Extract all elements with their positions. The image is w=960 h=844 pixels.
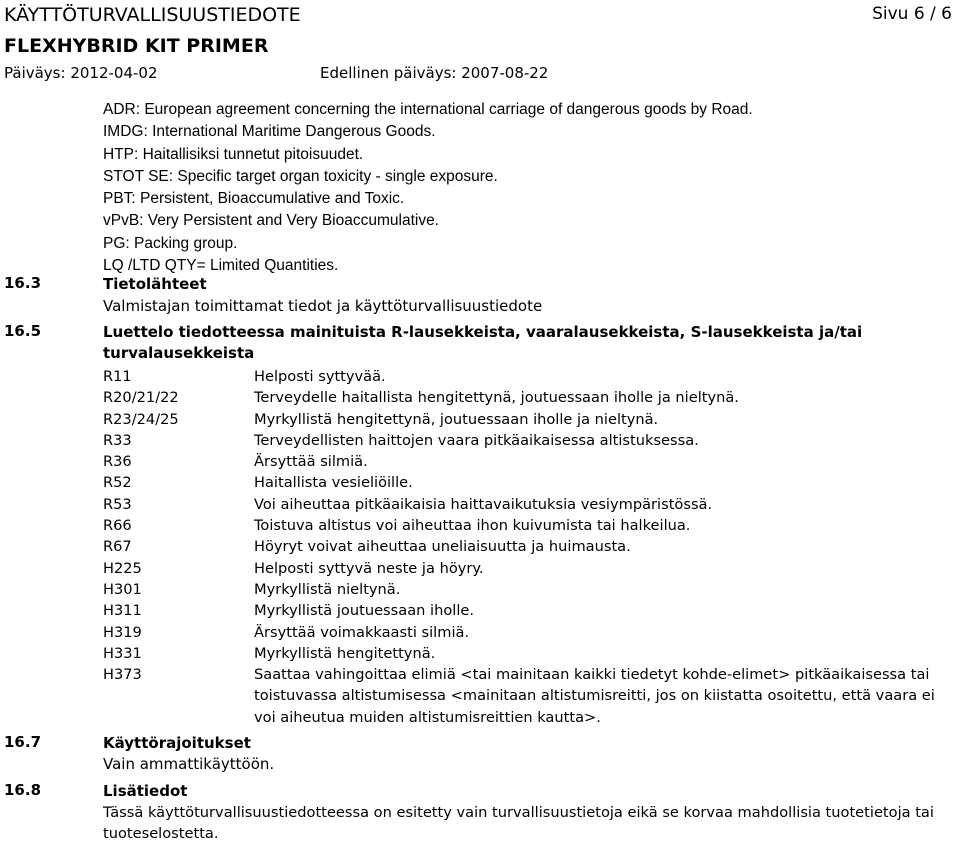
phrase-code: R33 <box>103 431 132 449</box>
phrase-code: R67 <box>103 538 132 556</box>
abbreviation-item: PG: Packing group. <box>103 234 238 252</box>
abbreviation-item: vPvB: Very Persistent and Very Bioaccumulative. <box>103 212 439 230</box>
phrase-code: H331 <box>103 644 142 662</box>
previous-revision-date: Edellinen päiväys: 2007-08-22 <box>320 64 549 82</box>
table-row <box>103 664 960 728</box>
document-title: KÄYTTÖTURVALLISUUSTIEDOTE <box>4 4 301 26</box>
phrase-text: Saattaa vahingoittaa elimiä <tai mainitaan kaikki tiedetyt kohde-elimet> pitkäaikaisessa tai toistuvassa altistumisessa <mainitaan altistumisreitti, jos on kiistatta osoitettu, että vaara ei voi aiheutua muiden altistumisreittien kautta>. <box>254 666 935 726</box>
phrase-text: Höyryt voivat aiheuttaa uneliaisuutta ja huimausta. <box>254 538 631 556</box>
table-row <box>103 451 960 472</box>
page-number: Sivu 6 / 6 <box>872 4 952 24</box>
table-row <box>103 515 960 536</box>
table-row <box>103 600 960 621</box>
phrase-code: R23/24/25 <box>103 410 179 428</box>
phrase-text: Ärsyttää voimakkaasti silmiä. <box>254 623 470 641</box>
abbreviation-item: LQ /LTD QTY= Limited Quantities. <box>103 257 339 275</box>
section-text-restrictions: Vain ammattikäyttöön. <box>103 755 275 773</box>
phrase-code: H311 <box>103 602 142 620</box>
section-number-16-7: 16.7 <box>4 733 42 751</box>
table-row <box>103 430 960 451</box>
table-row <box>103 472 960 493</box>
phrase-text: Terveydellisten haittojen vaara pitkäaikaisessa altistuksessa. <box>254 431 699 449</box>
table-row <box>103 558 960 579</box>
section-title-additional-info: Lisätiedot <box>103 782 188 800</box>
phrase-code: R52 <box>103 474 132 492</box>
table-row <box>103 366 960 387</box>
phrase-code: H373 <box>103 666 142 684</box>
table-row <box>103 643 960 664</box>
phrase-text: Voi aiheuttaa pitkäaikaisia haittavaikutuksia vesiympäristössä. <box>254 495 713 513</box>
table-row <box>103 387 960 408</box>
table-row <box>103 622 960 643</box>
product-name: FLEXHYBRID KIT PRIMER <box>4 35 269 57</box>
phrase-text: Myrkyllistä joutuessaan iholle. <box>254 602 474 620</box>
abbreviation-item: HTP: Haitallisiksi tunnetut pitoisuudet. <box>103 145 364 163</box>
phrase-code: R11 <box>103 368 132 385</box>
abbreviation-item: IMDG: International Maritime Dangerous Goods. <box>103 123 436 141</box>
phrase-code: R20/21/22 <box>103 389 179 407</box>
section-title-phrases: Luettelo tiedotteessa mainituista R-lausekkeista, vaaralausekkeista, S-lausekkeista ja/tai turvalausekkeista <box>103 323 863 362</box>
abbreviation-item: ADR: European agreement concerning the international carriage of dangerous goods by Road. <box>103 101 753 118</box>
phrase-text: Helposti syttyvää. <box>254 368 386 385</box>
phrase-code: H301 <box>103 580 142 598</box>
table-row <box>103 494 960 515</box>
revision-date: Päiväys: 2012-04-02 <box>4 64 158 82</box>
section-number-16-5: 16.5 <box>4 322 42 340</box>
section-text-additional-info: Tässä käyttöturvallisuustiedotteessa on esitetty vain turvallisuustietoja eikä se korvaa mahdollisia tuotetietoja tai tuoteselostetta. <box>103 804 934 842</box>
phrase-code: R53 <box>103 495 132 513</box>
abbreviations-list <box>103 99 753 277</box>
section-text-sources: Valmistajan toimittamat tiedot ja käyttöturvallisuustiedote <box>103 297 543 315</box>
phrase-text: Ärsyttää silmiä. <box>254 453 368 471</box>
table-row <box>103 409 960 430</box>
phrase-text: Helposti syttyvä neste ja höyry. <box>254 559 484 577</box>
phrase-text: Myrkyllistä hengitettynä, joutuessaan iholle ja nieltynä. <box>254 410 659 428</box>
section-number-16-8: 16.8 <box>4 781 42 799</box>
phrase-text: Haitallista vesieliöille. <box>254 474 413 492</box>
phrase-text: Myrkyllistä nieltynä. <box>254 580 401 598</box>
phrase-text: Terveydelle haitallista hengitettynä, joutuessaan iholle ja nieltynä. <box>254 389 739 407</box>
phrase-code: R36 <box>103 453 132 471</box>
phrase-text: Myrkyllistä hengitettynä. <box>254 644 436 662</box>
section-title-restrictions: Käyttörajoitukset <box>103 734 251 752</box>
table-row <box>103 579 960 600</box>
phrase-code: H319 <box>103 623 142 641</box>
section-number-16-3: 16.3 <box>4 274 42 292</box>
table-row <box>103 536 960 557</box>
phrase-text: Toistuva altistus voi aiheuttaa ihon kuivumista tai halkeilua. <box>254 517 691 535</box>
phrase-code: H225 <box>103 559 142 577</box>
phrases-table <box>103 366 960 728</box>
phrase-code: R66 <box>103 517 132 535</box>
abbreviation-item: PBT: Persistent, Bioaccumulative and Toxic. <box>103 190 405 208</box>
section-title-sources: Tietolähteet <box>103 275 207 293</box>
abbreviation-item: STOT SE: Specific target organ toxicity - single exposure. <box>103 167 498 185</box>
